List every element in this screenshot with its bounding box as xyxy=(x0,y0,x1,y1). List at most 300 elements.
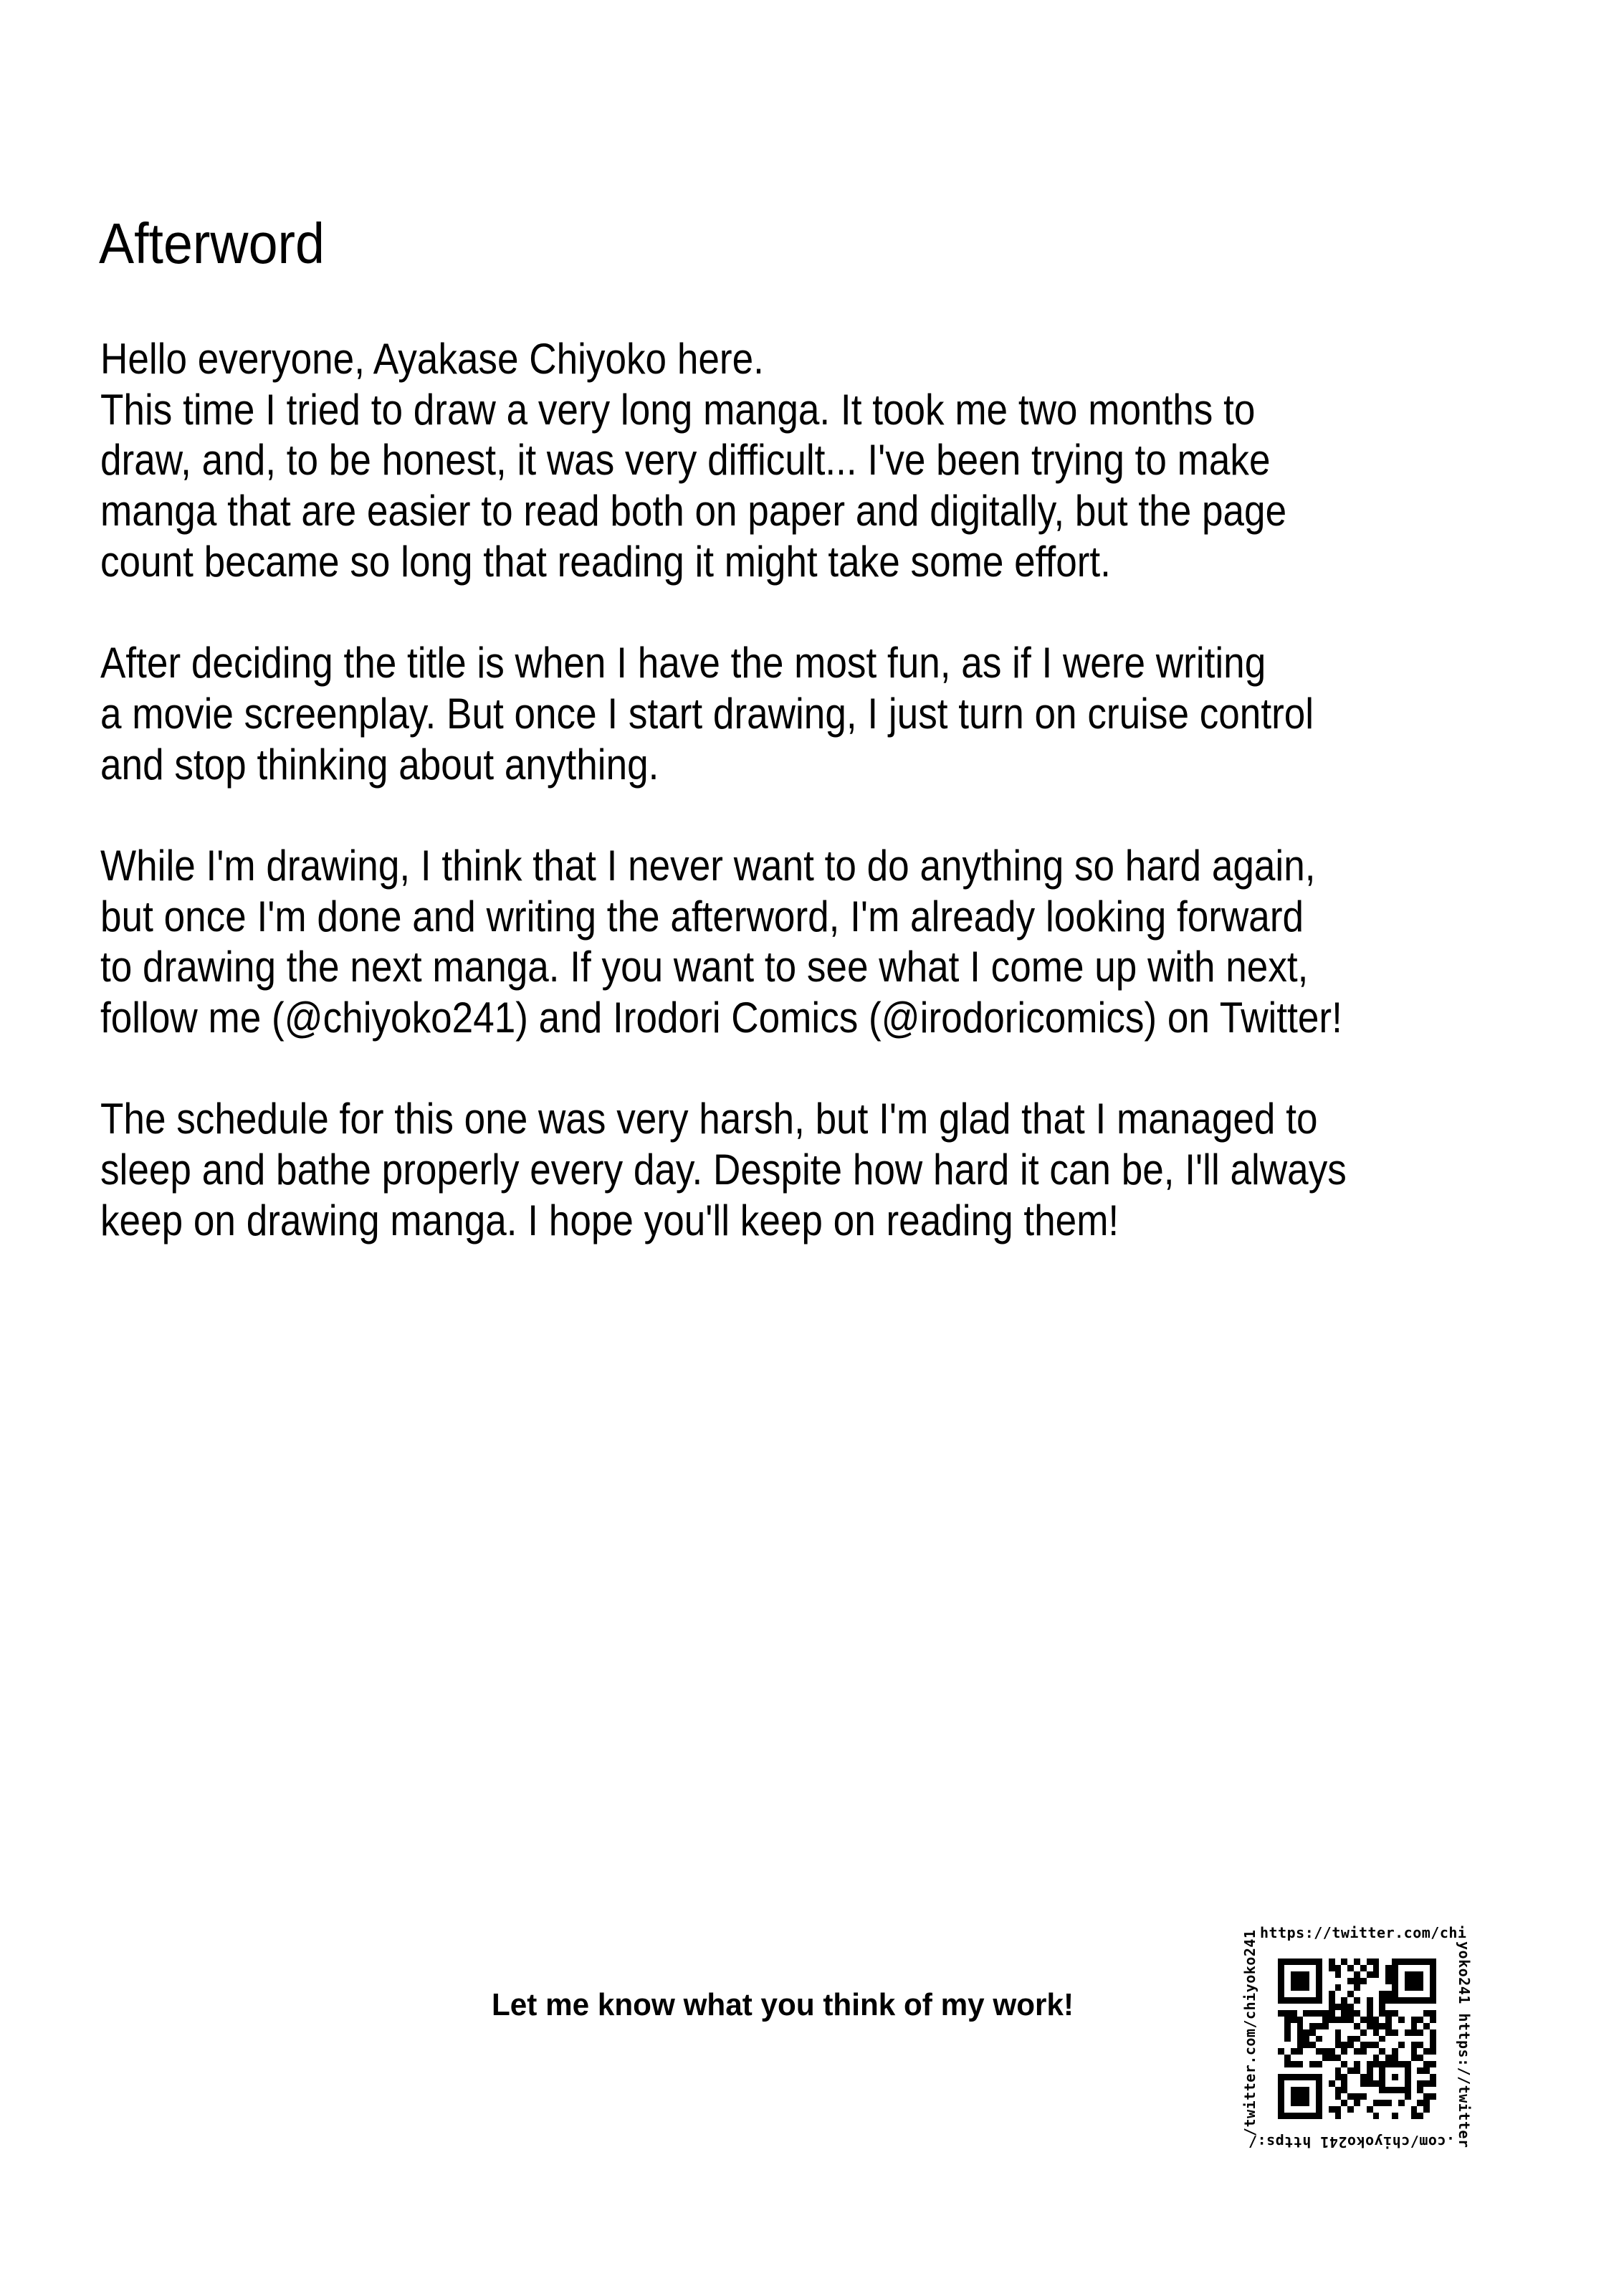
qr-module xyxy=(1367,2048,1373,2055)
text-line: manga that are easier to read both on paper and digitally, but the page xyxy=(100,487,1287,536)
qr-module xyxy=(1392,2010,1398,2017)
qr-module xyxy=(1347,2087,1354,2093)
qr-module xyxy=(1303,1959,1309,1965)
qr-module xyxy=(1316,1997,1322,2004)
qr-module xyxy=(1405,2067,1411,2074)
qr-module xyxy=(1347,2100,1354,2106)
qr-module xyxy=(1405,2017,1411,2023)
qr-module xyxy=(1430,2061,1436,2067)
qr-module xyxy=(1341,2061,1347,2067)
qr-module xyxy=(1335,1959,1342,1965)
qr-module xyxy=(1341,2004,1347,2010)
qr-module xyxy=(1373,2113,1380,2119)
qr-module xyxy=(1423,1984,1430,1991)
qr-module xyxy=(1417,1978,1423,1984)
qr-module xyxy=(1297,1984,1304,1991)
qr-module xyxy=(1347,1978,1354,1984)
qr-module xyxy=(1385,2087,1392,2093)
qr-module xyxy=(1398,2080,1405,2087)
qr-module xyxy=(1392,1959,1398,1965)
qr-module xyxy=(1417,2004,1423,2010)
qr-module xyxy=(1297,1959,1304,1965)
qr-module xyxy=(1347,2055,1354,2061)
qr-module xyxy=(1405,2106,1411,2113)
qr-module xyxy=(1430,2106,1436,2113)
qr-module xyxy=(1417,2113,1423,2119)
qr-module xyxy=(1430,2042,1436,2048)
qr-module xyxy=(1354,2100,1360,2106)
qr-module xyxy=(1354,1991,1360,1997)
qr-module xyxy=(1284,2004,1291,2010)
text-line: draw, and, to be honest, it was very difficult... I've been trying to make xyxy=(100,436,1271,485)
qr-module xyxy=(1297,2048,1304,2055)
qr-module xyxy=(1367,2036,1373,2042)
qr-module xyxy=(1316,2100,1322,2106)
qr-module xyxy=(1329,1965,1335,1971)
qr-module xyxy=(1309,2017,1316,2023)
qr-border-text-left: /twitter.com/chiyoko241 xyxy=(1241,1929,1258,2136)
qr-module xyxy=(1309,2113,1316,2119)
qr-module xyxy=(1392,1971,1398,1978)
qr-module xyxy=(1354,1997,1360,2004)
qr-module xyxy=(1405,2004,1411,2010)
qr-module xyxy=(1423,2004,1430,2010)
qr-module xyxy=(1354,2113,1360,2119)
qr-module xyxy=(1322,1984,1329,1991)
qr-module xyxy=(1367,1984,1373,1991)
qr-module xyxy=(1398,2074,1405,2080)
qr-module xyxy=(1379,2087,1385,2093)
qr-module xyxy=(1373,2093,1380,2100)
text-line: follow me (@chiyoko241) and Irodori Comics (@irodoricomics) on Twitter! xyxy=(100,993,1342,1042)
qr-module xyxy=(1322,2004,1329,2010)
qr-module xyxy=(1423,1991,1430,1997)
qr-module xyxy=(1379,2055,1385,2061)
qr-module xyxy=(1373,1971,1380,1978)
qr-module xyxy=(1392,1984,1398,1991)
qr-module xyxy=(1373,2100,1380,2106)
qr-module xyxy=(1309,1997,1316,2004)
qr-module xyxy=(1341,1971,1347,1978)
qr-module xyxy=(1309,2048,1316,2055)
qr-module xyxy=(1335,2074,1342,2080)
qr-module xyxy=(1430,2113,1436,2119)
qr-module xyxy=(1284,2017,1291,2023)
qr-module xyxy=(1329,1997,1335,2004)
qr-module xyxy=(1309,2067,1316,2074)
qr-module xyxy=(1322,1959,1329,1965)
qr-module xyxy=(1329,1984,1335,1991)
qr-module xyxy=(1309,2061,1316,2067)
qr-module xyxy=(1385,2048,1392,2055)
qr-module xyxy=(1405,1959,1411,1965)
qr-module xyxy=(1392,2042,1398,2048)
qr-module xyxy=(1291,2055,1297,2061)
qr-module xyxy=(1335,2087,1342,2093)
qr-module xyxy=(1392,2113,1398,2119)
qr-module xyxy=(1347,1971,1354,1978)
qr-module xyxy=(1291,2113,1297,2119)
qr-module xyxy=(1341,1984,1347,1991)
qr-module xyxy=(1322,2074,1329,2080)
qr-module xyxy=(1398,1959,1405,1965)
qr-module xyxy=(1341,2100,1347,2106)
qr-module xyxy=(1354,2093,1360,2100)
qr-module xyxy=(1379,2074,1385,2080)
qr-module xyxy=(1360,2055,1367,2061)
qr-module xyxy=(1278,2061,1284,2067)
qr-module xyxy=(1367,2074,1373,2080)
qr-module xyxy=(1385,2023,1392,2029)
qr-module xyxy=(1303,2093,1309,2100)
qr-module xyxy=(1329,2067,1335,2074)
qr-module xyxy=(1360,2023,1367,2029)
qr-module xyxy=(1322,2029,1329,2036)
qr-module xyxy=(1278,2048,1284,2055)
qr-module xyxy=(1291,2087,1297,2093)
qr-module xyxy=(1392,2093,1398,2100)
qr-module xyxy=(1405,2048,1411,2055)
qr-module xyxy=(1392,2100,1398,2106)
qr-module xyxy=(1423,2106,1430,2113)
qr-module xyxy=(1392,1997,1398,2004)
qr-module xyxy=(1373,1978,1380,1984)
qr-module xyxy=(1329,2061,1335,2067)
qr-module xyxy=(1373,2004,1380,2010)
qr-module xyxy=(1309,2036,1316,2042)
qr-module xyxy=(1309,1959,1316,1965)
qr-module xyxy=(1360,1965,1367,1971)
qr-module xyxy=(1373,2087,1380,2093)
qr-module xyxy=(1385,2100,1392,2106)
qr-module xyxy=(1291,2100,1297,2106)
qr-module xyxy=(1405,2042,1411,2048)
qr-module xyxy=(1411,1965,1418,1971)
qr-module xyxy=(1309,2087,1316,2093)
qr-module xyxy=(1341,2017,1347,2023)
qr-module xyxy=(1405,1965,1411,1971)
qr-module xyxy=(1385,2004,1392,2010)
qr-module xyxy=(1335,1978,1342,1984)
qr-module xyxy=(1278,2004,1284,2010)
qr-module xyxy=(1303,2087,1309,2093)
qr-module xyxy=(1430,2036,1436,2042)
qr-module xyxy=(1316,2061,1322,2067)
qr-module xyxy=(1392,2061,1398,2067)
qr-module xyxy=(1347,1965,1354,1971)
qr-module xyxy=(1278,1991,1284,1997)
qr-module xyxy=(1379,2042,1385,2048)
qr-module xyxy=(1284,1971,1291,1978)
qr-module xyxy=(1423,2100,1430,2106)
qr-module xyxy=(1329,2048,1335,2055)
qr-module xyxy=(1347,2080,1354,2087)
qr-module xyxy=(1347,2017,1354,2023)
qr-module xyxy=(1278,1997,1284,2004)
qr-module xyxy=(1354,2029,1360,2036)
qr-module xyxy=(1411,1984,1418,1991)
qr-module xyxy=(1322,2087,1329,2093)
qr-module xyxy=(1335,2042,1342,2048)
qr-module xyxy=(1373,2036,1380,2042)
qr-module xyxy=(1367,2055,1373,2061)
qr-module xyxy=(1316,2080,1322,2087)
qr-module xyxy=(1367,2113,1373,2119)
qr-module xyxy=(1398,2010,1405,2017)
afterword-body xyxy=(100,334,1347,1297)
qr-module xyxy=(1284,2074,1291,2080)
qr-module xyxy=(1398,2100,1405,2106)
qr-module xyxy=(1411,1971,1418,1978)
qr-module xyxy=(1354,2061,1360,2067)
qr-module xyxy=(1367,1997,1373,2004)
qr-module xyxy=(1360,2061,1367,2067)
qr-module xyxy=(1379,2100,1385,2106)
qr-module xyxy=(1316,2004,1322,2010)
qr-module xyxy=(1303,1997,1309,2004)
qr-module xyxy=(1329,2010,1335,2017)
qr-module xyxy=(1297,2023,1304,2029)
qr-module xyxy=(1291,2074,1297,2080)
qr-module xyxy=(1316,2017,1322,2023)
qr-module xyxy=(1367,2106,1373,2113)
qr-module xyxy=(1373,2029,1380,2036)
qr-module xyxy=(1417,2055,1423,2061)
qr-module xyxy=(1284,2087,1291,2093)
qr-module xyxy=(1322,2010,1329,2017)
qr-module xyxy=(1398,2061,1405,2067)
qr-module xyxy=(1329,2113,1335,2119)
qr-module xyxy=(1291,2048,1297,2055)
feedback-message: Let me know what you think of my work! xyxy=(492,1987,1074,2022)
qr-module xyxy=(1367,1959,1373,1965)
qr-module xyxy=(1347,2004,1354,2010)
text-line: to drawing the next manga. If you want to see what I come up with next, xyxy=(100,943,1309,991)
qr-module xyxy=(1347,2023,1354,2029)
qr-module xyxy=(1398,1978,1405,1984)
qr-module xyxy=(1335,2100,1342,2106)
qr-module xyxy=(1367,1991,1373,1997)
qr-module xyxy=(1309,1991,1316,1997)
qr-module xyxy=(1417,2093,1423,2100)
text-line: While I'm drawing, I think that I never want to do anything so hard again, xyxy=(100,841,1316,890)
qr-module xyxy=(1367,1978,1373,1984)
page-title: Afterword xyxy=(99,211,325,275)
text-line: and stop thinking about anything. xyxy=(100,740,659,789)
qr-module xyxy=(1297,2004,1304,2010)
qr-module xyxy=(1379,1965,1385,1971)
qr-module xyxy=(1322,1991,1329,1997)
qr-module xyxy=(1322,2100,1329,2106)
qr-module xyxy=(1303,2113,1309,2119)
qr-module xyxy=(1379,2010,1385,2017)
qr-module xyxy=(1341,2036,1347,2042)
qr-module xyxy=(1278,2093,1284,2100)
qr-module xyxy=(1284,2100,1291,2106)
qr-module xyxy=(1316,1959,1322,1965)
qr-module xyxy=(1291,2004,1297,2010)
qr-module xyxy=(1291,2023,1297,2029)
qr-module xyxy=(1392,1978,1398,1984)
qr-module xyxy=(1354,2067,1360,2074)
qr-module xyxy=(1379,1959,1385,1965)
qr-module xyxy=(1379,2080,1385,2087)
qr-module xyxy=(1385,2080,1392,2087)
qr-module xyxy=(1322,2042,1329,2048)
qr-module xyxy=(1423,2042,1430,2048)
qr-module xyxy=(1417,2087,1423,2093)
twitter-qr-code[interactable] xyxy=(1240,1921,1476,2158)
qr-module xyxy=(1360,2036,1367,2042)
qr-module xyxy=(1297,2087,1304,2093)
qr-module xyxy=(1309,1971,1316,1978)
qr-module xyxy=(1423,2055,1430,2061)
qr-module xyxy=(1417,2061,1423,2067)
qr-module xyxy=(1291,2029,1297,2036)
qr-module xyxy=(1316,2048,1322,2055)
qr-module xyxy=(1303,2004,1309,2010)
qr-module xyxy=(1284,1997,1291,2004)
qr-module xyxy=(1329,2100,1335,2106)
qr-module xyxy=(1278,2010,1284,2017)
qr-module xyxy=(1309,2023,1316,2029)
qr-module xyxy=(1316,2023,1322,2029)
qr-module xyxy=(1303,2042,1309,2048)
qr-module xyxy=(1284,2113,1291,2119)
qr-module xyxy=(1417,2029,1423,2036)
qr-module xyxy=(1430,2023,1436,2029)
qr-module xyxy=(1297,1971,1304,1978)
qr-module xyxy=(1417,1965,1423,1971)
qr-module xyxy=(1309,2093,1316,2100)
qr-module xyxy=(1291,2093,1297,2100)
qr-module xyxy=(1347,2067,1354,2074)
paragraph xyxy=(100,841,1347,1044)
qr-module xyxy=(1411,2080,1418,2087)
qr-module xyxy=(1354,2010,1360,2017)
qr-module xyxy=(1354,2036,1360,2042)
qr-module xyxy=(1329,1991,1335,1997)
qr-module xyxy=(1322,2093,1329,2100)
qr-module xyxy=(1423,2093,1430,2100)
qr-module xyxy=(1398,2017,1405,2023)
text-line: a movie screenplay. But once I start drawing, I just turn on cruise control xyxy=(100,689,1314,738)
qr-module xyxy=(1291,1991,1297,1997)
qr-module xyxy=(1303,2023,1309,2029)
qr-module xyxy=(1347,2029,1354,2036)
qr-module xyxy=(1379,2023,1385,2029)
qr-module xyxy=(1303,2067,1309,2074)
qr-module xyxy=(1284,2106,1291,2113)
qr-module xyxy=(1405,1997,1411,2004)
qr-module xyxy=(1335,2004,1342,2010)
qr-module xyxy=(1379,2048,1385,2055)
qr-module xyxy=(1379,2036,1385,2042)
qr-module xyxy=(1379,2113,1385,2119)
qr-module xyxy=(1303,2010,1309,2017)
qr-module xyxy=(1278,2029,1284,2036)
text-line: After deciding the title is when I have the most fun, as if I were writing xyxy=(100,639,1266,687)
qr-module xyxy=(1367,2087,1373,2093)
qr-module xyxy=(1278,2087,1284,2093)
qr-module xyxy=(1423,1965,1430,1971)
qr-module xyxy=(1379,1971,1385,1978)
qr-module xyxy=(1385,1965,1392,1971)
qr-module xyxy=(1309,2055,1316,2061)
text-line: sleep and bathe properly every day. Despite how hard it can be, I'll always xyxy=(100,1146,1347,1194)
qr-module xyxy=(1341,2067,1347,2074)
qr-module xyxy=(1347,2106,1354,2113)
qr-module xyxy=(1316,2113,1322,2119)
qr-module xyxy=(1398,2113,1405,2119)
qr-module xyxy=(1322,1971,1329,1978)
qr-module xyxy=(1430,1991,1436,1997)
qr-module xyxy=(1354,2017,1360,2023)
qr-module xyxy=(1322,1997,1329,2004)
qr-module xyxy=(1284,2055,1291,2061)
qr-module xyxy=(1316,2029,1322,2036)
qr-module xyxy=(1392,2055,1398,2061)
qr-module xyxy=(1335,2080,1342,2087)
qr-module xyxy=(1297,2055,1304,2061)
qr-module xyxy=(1398,2093,1405,2100)
qr-module xyxy=(1417,2017,1423,2023)
qr-module xyxy=(1405,1978,1411,1984)
qr-module xyxy=(1291,2036,1297,2042)
qr-module xyxy=(1309,2074,1316,2080)
qr-module xyxy=(1278,2023,1284,2029)
qr-module xyxy=(1316,2074,1322,2080)
qr-module xyxy=(1297,1997,1304,2004)
qr-module xyxy=(1284,2042,1291,2048)
qr-module xyxy=(1309,2080,1316,2087)
qr-module xyxy=(1297,2074,1304,2080)
qr-module xyxy=(1316,2010,1322,2017)
qr-module xyxy=(1278,2036,1284,2042)
qr-module xyxy=(1392,2036,1398,2042)
qr-module xyxy=(1303,1984,1309,1991)
qr-module xyxy=(1392,2106,1398,2113)
qr-module xyxy=(1385,1984,1392,1991)
qr-module xyxy=(1329,2093,1335,2100)
qr-module xyxy=(1303,2106,1309,2113)
qr-module xyxy=(1360,2100,1367,2106)
qr-module xyxy=(1379,2017,1385,2023)
qr-module xyxy=(1354,2055,1360,2061)
qr-module xyxy=(1398,2055,1405,2061)
qr-module xyxy=(1322,2067,1329,2074)
qr-module xyxy=(1417,2106,1423,2113)
qr-module xyxy=(1303,1978,1309,1984)
qr-module xyxy=(1335,2106,1342,2113)
qr-module xyxy=(1347,2010,1354,2017)
qr-module xyxy=(1303,2036,1309,2042)
qr-module xyxy=(1347,1997,1354,2004)
qr-module xyxy=(1367,2100,1373,2106)
qr-module xyxy=(1329,2074,1335,2080)
qr-module xyxy=(1316,2067,1322,2074)
qr-module xyxy=(1329,2029,1335,2036)
qr-module xyxy=(1423,2036,1430,2042)
qr-module xyxy=(1430,2010,1436,2017)
qr-module xyxy=(1398,2036,1405,2042)
qr-module xyxy=(1398,1984,1405,1991)
qr-module xyxy=(1335,1965,1342,1971)
qr-module xyxy=(1423,2023,1430,2029)
qr-module xyxy=(1335,2010,1342,2017)
qr-module xyxy=(1316,2055,1322,2061)
qr-module xyxy=(1347,2113,1354,2119)
